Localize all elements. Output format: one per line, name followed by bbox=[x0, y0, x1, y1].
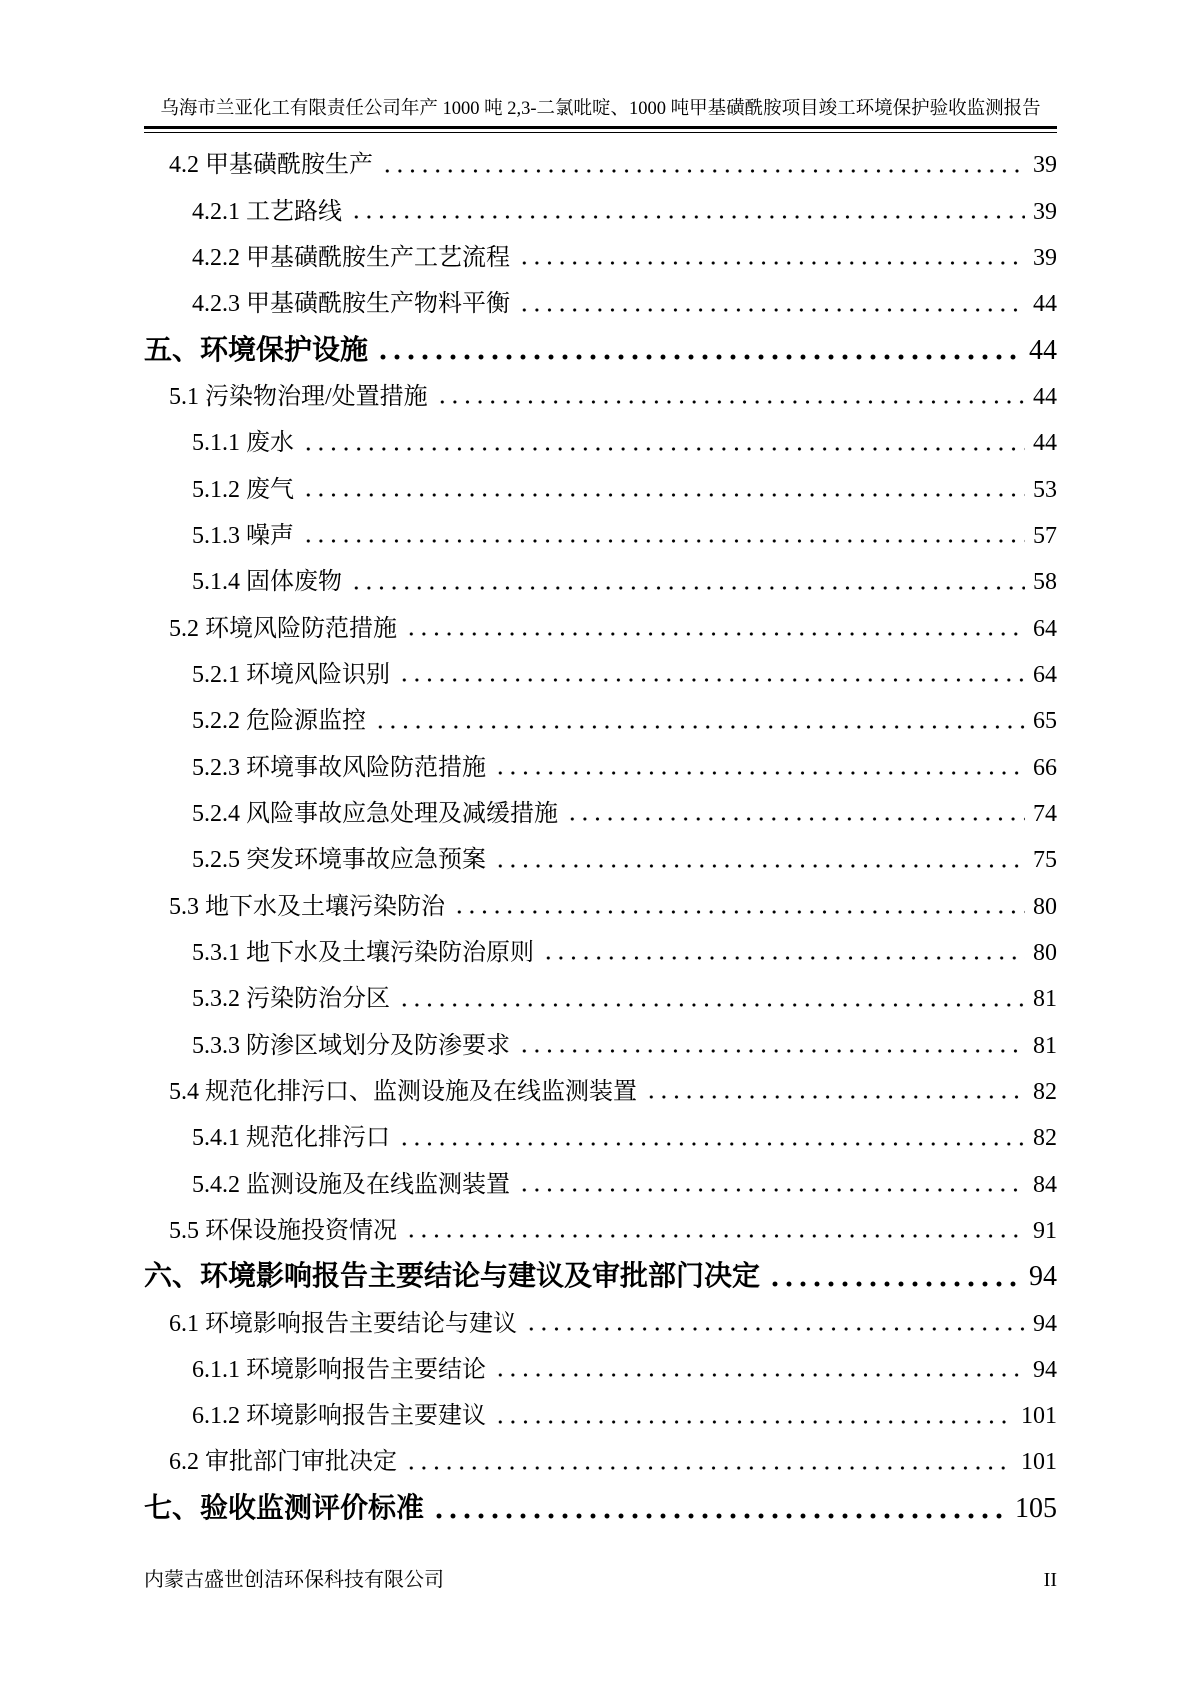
toc-entry-5-1-1[interactable] bbox=[144, 420, 1057, 466]
toc-entry-page: 74 bbox=[1033, 800, 1057, 827]
dot-leader bbox=[302, 513, 1025, 559]
toc-entry-page: 39 bbox=[1033, 244, 1057, 271]
toc-entry-5-1-4[interactable] bbox=[144, 559, 1057, 605]
toc-entry-title: 5.4 规范化排污口、监测设施及在线监测装置 bbox=[169, 1078, 637, 1105]
footer-company-name: 内蒙古盛世创洁环保科技有限公司 bbox=[144, 1569, 444, 1591]
dot-leader bbox=[494, 837, 1025, 883]
toc-entry-page: 66 bbox=[1033, 754, 1057, 781]
toc-entry-page: 64 bbox=[1033, 615, 1057, 642]
toc-entry-title: 6.1.2 环境影响报告主要建议 bbox=[192, 1403, 486, 1430]
dot-leader bbox=[494, 745, 1025, 791]
toc-entry-page: 82 bbox=[1033, 1125, 1057, 1152]
dot-leader bbox=[436, 374, 1025, 420]
toc-entry-title: 6.1 环境影响报告主要结论与建议 bbox=[169, 1310, 517, 1337]
toc-chapter-6[interactable] bbox=[144, 1254, 1057, 1300]
toc-entry-4-2-2[interactable] bbox=[144, 235, 1057, 281]
dot-leader bbox=[398, 1115, 1025, 1161]
dot-leader bbox=[405, 1208, 1025, 1254]
toc-chapter-title: 七、验收监测评价标准 bbox=[144, 1492, 425, 1524]
toc-entry-title: 5.1.2 废气 bbox=[192, 476, 294, 503]
toc-entry-title: 5.1.3 噪声 bbox=[192, 522, 294, 549]
toc-entry-title: 6.2 审批部门审批决定 bbox=[169, 1449, 397, 1476]
toc-entry-5-4-2[interactable] bbox=[144, 1162, 1057, 1208]
toc-entry-page: 58 bbox=[1033, 569, 1057, 596]
toc-entry-page: 81 bbox=[1033, 986, 1057, 1013]
toc-entry-title: 5.1.1 废水 bbox=[192, 430, 294, 457]
running-header: 乌海市兰亚化工有限责任公司年产 1000 吨 2,3-二氯吡啶、1000 吨甲基磺酰胺项目竣工环境保护验收监测报告 bbox=[160, 99, 1041, 119]
toc-chapter-page: 94 bbox=[1029, 1261, 1057, 1293]
toc-entry-page: 80 bbox=[1033, 939, 1057, 966]
toc-entry-page: 44 bbox=[1033, 291, 1057, 318]
dot-leader bbox=[645, 1069, 1025, 1115]
toc-entry-6-2[interactable] bbox=[144, 1439, 1057, 1485]
dot-leader bbox=[374, 698, 1025, 744]
toc-entry-5-2-3[interactable] bbox=[144, 745, 1057, 791]
toc-entry-page: 81 bbox=[1033, 1032, 1057, 1059]
toc-entry-title: 5.2 环境风险防范措施 bbox=[169, 615, 397, 642]
dot-leader bbox=[405, 1439, 1013, 1485]
toc-entry-title: 5.5 环保设施投资情况 bbox=[169, 1217, 397, 1244]
toc-entry-page: 80 bbox=[1033, 893, 1057, 920]
dot-leader bbox=[518, 1023, 1025, 1069]
toc-entry-page: 101 bbox=[1021, 1403, 1057, 1430]
toc-entry-title: 4.2.3 甲基磺酰胺生产物料平衡 bbox=[192, 291, 510, 318]
toc-entry-4-2[interactable] bbox=[144, 142, 1057, 188]
toc-entry-page: 84 bbox=[1033, 1171, 1057, 1198]
toc-entry-title: 5.3.3 防渗区域划分及防渗要求 bbox=[192, 1032, 510, 1059]
toc-entry-page: 39 bbox=[1033, 152, 1057, 179]
header-rule-thick bbox=[144, 126, 1057, 129]
toc-entry-page: 44 bbox=[1033, 430, 1057, 457]
toc-entry-title: 5.3.2 污染防治分区 bbox=[192, 986, 390, 1013]
dot-leader bbox=[518, 235, 1025, 281]
toc-entry-page: 64 bbox=[1033, 661, 1057, 688]
table-of-contents bbox=[144, 142, 1057, 1532]
toc-entry-5-1[interactable] bbox=[144, 374, 1057, 420]
toc-entry-5-3-1[interactable] bbox=[144, 930, 1057, 976]
toc-entry-title: 5.3 地下水及土壤污染防治 bbox=[169, 893, 445, 920]
toc-entry-6-1[interactable] bbox=[144, 1301, 1057, 1347]
dot-leader bbox=[432, 1486, 1007, 1532]
toc-entry-5-2[interactable] bbox=[144, 606, 1057, 652]
toc-entry-6-1-1[interactable] bbox=[144, 1347, 1057, 1393]
toc-entry-page: 75 bbox=[1033, 847, 1057, 874]
toc-entry-page: 91 bbox=[1033, 1217, 1057, 1244]
dot-leader bbox=[398, 976, 1025, 1022]
toc-entry-5-3[interactable] bbox=[144, 884, 1057, 930]
dot-leader bbox=[494, 1393, 1013, 1439]
dot-leader bbox=[494, 1347, 1025, 1393]
toc-entry-title: 5.2.3 环境事故风险防范措施 bbox=[192, 754, 486, 781]
toc-entry-page: 53 bbox=[1033, 476, 1057, 503]
toc-entry-title: 4.2 甲基磺酰胺生产 bbox=[169, 152, 373, 179]
toc-entry-4-2-1[interactable] bbox=[144, 189, 1057, 235]
toc-entry-5-2-1[interactable] bbox=[144, 652, 1057, 698]
toc-entry-title: 5.4.2 监测设施及在线监测装置 bbox=[192, 1171, 510, 1198]
dot-leader bbox=[518, 281, 1025, 327]
toc-entry-title: 4.2.1 工艺路线 bbox=[192, 198, 342, 225]
toc-entry-5-1-2[interactable] bbox=[144, 467, 1057, 513]
dot-leader bbox=[542, 930, 1025, 976]
toc-chapter-title: 六、环境影响报告主要结论与建议及审批部门决定 bbox=[144, 1261, 761, 1293]
dot-leader bbox=[381, 142, 1025, 188]
toc-entry-5-2-5[interactable] bbox=[144, 837, 1057, 883]
dot-leader bbox=[302, 420, 1025, 466]
footer-page-number: II bbox=[1043, 1569, 1057, 1591]
toc-entry-title: 5.2.4 风险事故应急处理及减缓措施 bbox=[192, 800, 558, 827]
toc-entry-page: 65 bbox=[1033, 708, 1057, 735]
dot-leader bbox=[376, 328, 1021, 374]
toc-entry-page: 101 bbox=[1021, 1449, 1057, 1476]
toc-entry-5-2-4[interactable] bbox=[144, 791, 1057, 837]
toc-entry-page: 57 bbox=[1033, 522, 1057, 549]
toc-entry-title: 5.2.2 危险源监控 bbox=[192, 708, 366, 735]
toc-entry-5-5[interactable] bbox=[144, 1208, 1057, 1254]
toc-entry-page: 94 bbox=[1033, 1356, 1057, 1383]
dot-leader bbox=[405, 606, 1025, 652]
toc-entry-title: 4.2.2 甲基磺酰胺生产工艺流程 bbox=[192, 244, 510, 271]
dot-leader bbox=[398, 652, 1025, 698]
header-rule-thin bbox=[144, 132, 1057, 133]
toc-entry-page: 82 bbox=[1033, 1078, 1057, 1105]
dot-leader bbox=[350, 189, 1025, 235]
dot-leader bbox=[518, 1162, 1025, 1208]
dot-leader bbox=[566, 791, 1025, 837]
toc-entry-5-1-3[interactable] bbox=[144, 513, 1057, 559]
toc-entry-title: 5.4.1 规范化排污口 bbox=[192, 1125, 390, 1152]
toc-entry-title: 5.1 污染物治理/处置措施 bbox=[169, 383, 428, 410]
toc-entry-page: 94 bbox=[1033, 1310, 1057, 1337]
toc-entry-5-4[interactable] bbox=[144, 1069, 1057, 1115]
toc-chapter-title: 五、环境保护设施 bbox=[144, 334, 369, 366]
toc-entry-page: 39 bbox=[1033, 198, 1057, 225]
dot-leader bbox=[453, 884, 1025, 930]
toc-entry-5-3-3[interactable] bbox=[144, 1023, 1057, 1069]
toc-entry-title: 5.1.4 固体废物 bbox=[192, 569, 342, 596]
toc-entry-title: 6.1.1 环境影响报告主要结论 bbox=[192, 1356, 486, 1383]
dot-leader bbox=[768, 1254, 1021, 1300]
toc-chapter-5[interactable] bbox=[144, 328, 1057, 374]
toc-chapter-7[interactable] bbox=[144, 1486, 1057, 1532]
toc-entry-title: 5.2.1 环境风险识别 bbox=[192, 661, 390, 688]
toc-entry-5-4-1[interactable] bbox=[144, 1115, 1057, 1161]
dot-leader bbox=[302, 467, 1025, 513]
toc-entry-title: 5.3.1 地下水及土壤污染防治原则 bbox=[192, 939, 534, 966]
toc-entry-4-2-3[interactable] bbox=[144, 281, 1057, 327]
toc-entry-5-3-2[interactable] bbox=[144, 976, 1057, 1022]
toc-chapter-page: 44 bbox=[1029, 334, 1057, 366]
toc-entry-6-1-2[interactable] bbox=[144, 1393, 1057, 1439]
dot-leader bbox=[350, 559, 1025, 605]
toc-entry-5-2-2[interactable] bbox=[144, 698, 1057, 744]
toc-chapter-page: 105 bbox=[1015, 1492, 1057, 1524]
toc-entry-page: 44 bbox=[1033, 383, 1057, 410]
running-footer bbox=[144, 1567, 1057, 1593]
dot-leader bbox=[525, 1301, 1025, 1347]
toc-entry-title: 5.2.5 突发环境事故应急预案 bbox=[192, 847, 486, 874]
